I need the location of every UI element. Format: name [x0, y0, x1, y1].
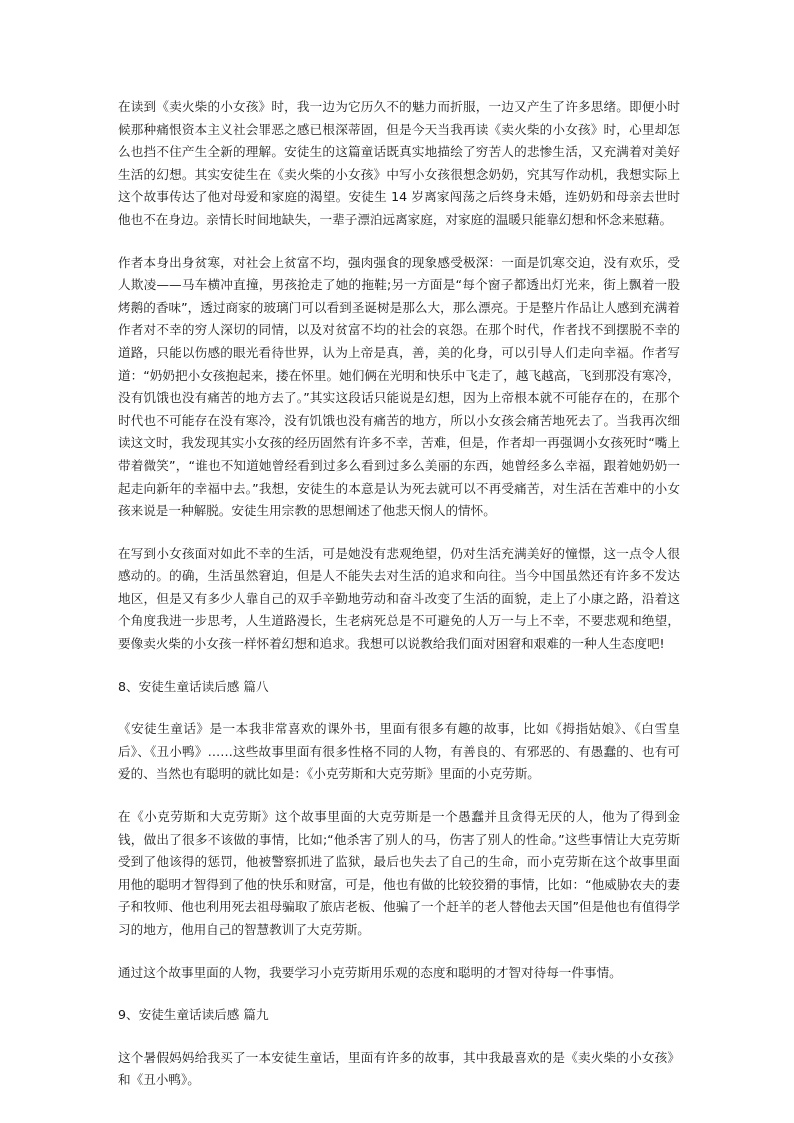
paragraph-author-background: 作者本身出身贫寒，对社会上贫富不均，强肉强食的现象感受极深：一面是饥寒交迫，没有欢乐，受人欺凌——马车横冲直撞，男孩抢走了她的拖鞋;另一方面是“每个窗子都透出灯光来，街上飘着一股烤鹅的香味”，透过商家的玻璃门可以看到圣诞树是那么大，那么漂亮。于是整片作品让人感到充满着作者对不幸的穷人深切的同情，以及对贫富不均的社会的哀怨。在那个时代，作者找不到摆脱不幸的道路，只能以伤感的眼光看待世界，认为上帝是真，善，美的化身，可以引导人们走向幸福。作者写道：“奶奶把小女孩抱起来，搂在怀里。她们俩在光明和快乐中飞走了，越飞越高，飞到那没有寒冷，没有饥饿也没有痛苦的地方去了。”其实这段话只能说是幻想，因为上帝根本就不可能存在的，在那个时代也不可能存在没有寒冷，没有饥饿也没有痛苦的地方，所以小女孩会痛苦地死去了。当我再次细读这文时，我发现其实小女孩的经历固然有许多不幸，苦难，但是，作者却一再强调小女孩死时“嘴上带着微笑”，“谁也不知道她曾经看到过多么看到过多么美丽的东西，她曾经多么幸福，跟着她奶奶一起走向新年的幸福中去。”我想，安徒生的本意是认为死去就可以不再受痛苦，对生活在苦难中的小女孩来说是一种解脱。安徒生用宗教的思想阐述了他悲天悯人的情怀。 — [118, 254, 680, 519]
section-heading-8: 8、安徒生童话读后感 篇八 — [118, 678, 269, 694]
section-heading-9: 9、安徒生童话读后感 篇九 — [118, 1007, 269, 1023]
paragraph-section8-intro: 《安徒生童话》是一本我非常喜欢的课外书，里面有很多有趣的故事，比如《拇指姑娘》、《白雪皇后》、《丑小鸭》……这些故事里面有很多性格不同的人物，有善良的、有邪恶的、有愚蠢的、也有可爱的、当然也有聪明的就比如是：《小克劳斯和大克劳斯》里面的小克劳斯。 — [118, 721, 680, 782]
paragraph-section8-conclusion: 通过这个故事里面的人物，我要学习小克劳斯用乐观的态度和聪明的才智对待每一件事情。 — [118, 964, 622, 980]
paragraph-little-match-girl-intro: 在读到《卖火柴的小女孩》时，我一边为它历久不的魅力而折服，一边又产生了许多思绪。即便小时候那种痛恨资本主义社会罪恶之感已根深蒂固，但是今天当我再读《卖火柴的小女孩》时，心里却怎么也挡不住产生全新的理解。安徒生的这篇童话既真实地描绘了穷苦人的悲惨生活，又充满着对美好生活的幻想。其实安徒生在《卖火柴的小女孩》中写小女孩很想念奶奶，究其写作动机，我想实际上这个故事传达了他对母爱和家庭的渴望。安徒生 14 岁离家闯荡之后终身未婚，连奶奶和母亲去世时他也不在身边。亲情长时间地缺失，一辈子漂泊远离家庭，对家庭的温暖只能靠幻想和怀念来慰藉。 — [118, 99, 680, 227]
document-page — [118, 96, 680, 1112]
paragraph-life-attitude: 在写到小女孩面对如此不幸的生活，可是她没有悲观绝望，仍对生活充满美好的憧憬，这一点令人很感动的。的确，生活虽然窘迫，但是人不能失去对生活的追求和向往。当今中国虽然还有许多不发达地区，但是又有多少人靠自己的双手辛勤地劳动和奋斗改变了生活的面貌，走上了小康之路，沿着这个角度我进一步思考，人生道路漫长，生老病死总是不可避免的人万一与上不幸，不要悲观和绝望，要像卖火柴的小女孩一样怀着幻想和追求。我想可以说教给我们面对困窘和艰难的一种人生态度吧! — [118, 545, 680, 652]
paragraph-section9-intro: 这个暑假妈妈给我买了一本安徒生童话，里面有许多的故事，其中我最喜欢的是《卖火柴的小女孩》和《丑小鸭》。 — [118, 1049, 680, 1088]
paragraph-section8-story: 在《小克劳斯和大克劳斯》这个故事里面的大克劳斯是一个愚蠢并且贪得无厌的人，他为了得到金钱，做出了很多不该做的事情，比如;“他杀害了别人的马，伤害了别人的性命。”这些事情让大克劳斯受到了他该得的惩罚，他被警察抓进了监狱，最后也失去了自己的生命，而小克劳斯在这个故事里面用他的聪明才智得到了他的快乐和财富，可是，他也有做的比较狡猾的事情，比如：“他威胁农夫的妻子和牧师、他也利用死去祖母骗取了旅店老板、他骗了一个赶羊的老人替他去天国”但是他也有值得学习的地方，他用自己的智慧教训了大克劳斯。 — [118, 809, 680, 937]
